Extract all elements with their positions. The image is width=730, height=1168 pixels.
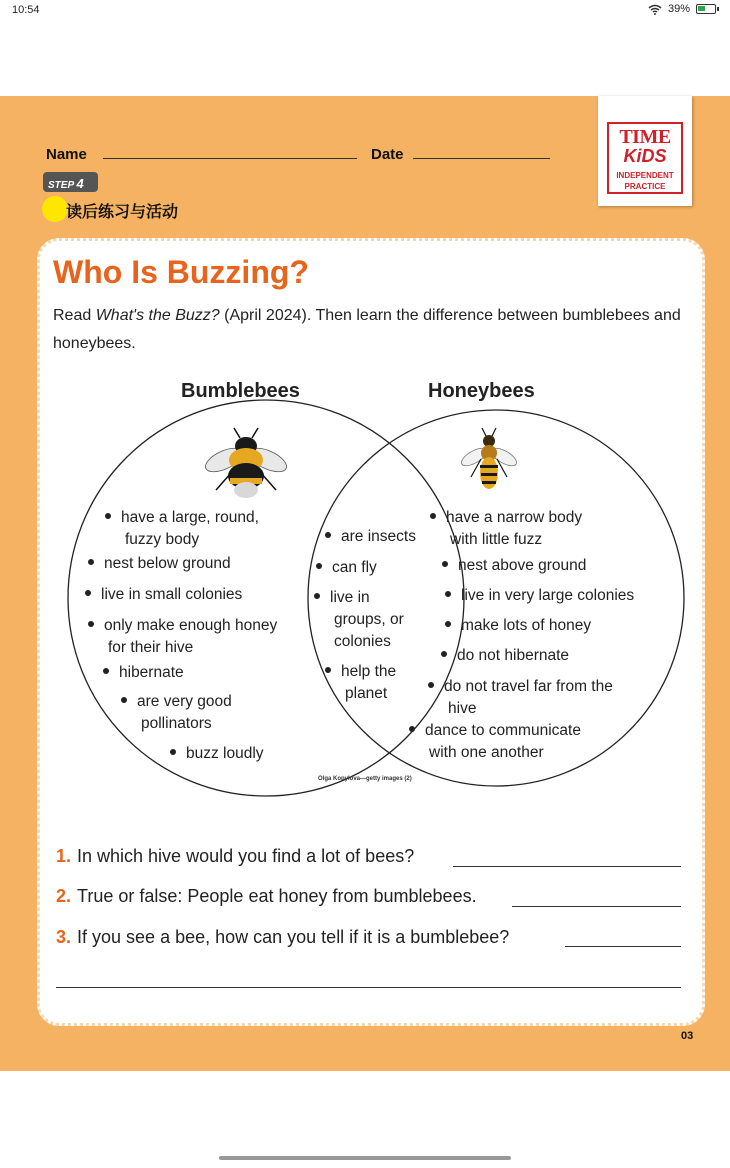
question-number: 2. (56, 886, 72, 906)
fact-line: for their hive (108, 639, 194, 656)
fact-line: fuzzy body (125, 531, 200, 548)
bullet-dot (88, 621, 94, 627)
bullet-dot (85, 590, 91, 596)
fact-line: with one another (429, 744, 544, 761)
fact-line: help the (341, 663, 397, 680)
answer-line-2[interactable] (512, 906, 681, 907)
honeybee-fact (430, 507, 582, 551)
fact-line: dance to communicate (425, 722, 581, 739)
question-3 (56, 927, 509, 948)
shared-fact (316, 557, 377, 579)
page-title: Who Is Buzzing? (53, 254, 309, 290)
fact-line: have a narrow body (446, 509, 583, 526)
fact-line: planet (345, 685, 388, 702)
page-number: 03 (681, 1030, 694, 1042)
bumblebee-fact (103, 662, 184, 684)
fact-line: can fly (332, 559, 377, 576)
fact-line: buzz loudly (186, 745, 264, 762)
bullet-dot (316, 563, 322, 569)
answer-line-1[interactable] (453, 866, 681, 867)
question-number: 1. (56, 846, 72, 866)
fact-line: with little fuzz (450, 531, 543, 548)
fact-line: make lots of honey (461, 617, 592, 634)
honeybee-fact (428, 676, 613, 720)
bumblebee-fact (85, 584, 242, 606)
logo-time: TIME (619, 126, 671, 148)
bullet-dot (105, 513, 111, 519)
bullet-dot (170, 749, 176, 755)
bumblebees-heading: Bumblebees (181, 380, 300, 402)
home-indicator[interactable] (219, 1156, 511, 1160)
intro-prefix: Read (53, 307, 96, 324)
fact-line: are very good (137, 693, 232, 710)
bumblebee-fact (88, 553, 231, 575)
honeybee-fact (441, 645, 569, 667)
fact-line: pollinators (141, 715, 212, 732)
fact-line: have a large, round, (121, 509, 259, 526)
honeybee-fact (409, 720, 581, 764)
bullet-dot (445, 621, 451, 627)
question-number: 3. (56, 927, 72, 947)
bullet-dot (103, 668, 109, 674)
fact-line: colonies (334, 633, 391, 650)
step-label: STEP (48, 180, 74, 191)
bumblebee-icon (202, 428, 290, 498)
bumblebee-fact (170, 743, 264, 765)
battery-percent: 39% (667, 3, 690, 15)
fact-line: nest above ground (458, 557, 587, 574)
fact-line: hive (448, 700, 477, 717)
fact-line: do not travel far from the (444, 678, 613, 695)
shared-fact (314, 587, 404, 653)
shared-fact (325, 661, 396, 705)
question-1 (56, 846, 414, 867)
bullet-dot (409, 726, 415, 732)
shared-fact (325, 526, 416, 548)
question-text: True or false: People eat honey from bumblebees. (77, 886, 477, 906)
honeybee-icon (459, 428, 519, 489)
intro-suffix: (April 2024). Then learn the difference between bumblebees and honeybees. (53, 307, 681, 352)
fact-line: only make enough honey (104, 617, 278, 634)
intro-article: What's the Buzz? (95, 307, 220, 324)
fact-line: are insects (341, 528, 416, 545)
question-text: If you see a bee, how can you tell if it is a bumblebee? (77, 927, 510, 947)
honeybee-fact (445, 585, 634, 607)
bullet-dot (88, 559, 94, 565)
bullet-dot (441, 651, 447, 657)
bumblebee-fact (88, 615, 277, 659)
question-text: In which hive would you find a lot of bees? (77, 846, 415, 866)
bullet-dot (314, 593, 320, 599)
fact-line: do not hibernate (457, 647, 570, 664)
name-label: Name (46, 146, 87, 163)
fact-line: live in very large colonies (461, 587, 635, 604)
bullet-dot (325, 667, 331, 673)
bullet-dot (121, 697, 127, 703)
bullet-dot (325, 532, 331, 538)
date-label: Date (371, 146, 404, 163)
bullet-dot (445, 591, 451, 597)
bumblebee-fact (121, 691, 232, 735)
fact-line: nest below ground (104, 555, 231, 572)
logo-practice: INDEPENDENT PRACTICE (616, 171, 674, 191)
fact-line: hibernate (119, 664, 184, 681)
status-time: 10:54 (12, 4, 40, 16)
bullet-dot (430, 513, 436, 519)
question-2 (56, 886, 477, 907)
section-title-cn: 读后练习与活动 (66, 204, 179, 221)
bullet-dot (442, 561, 448, 567)
honeybee-fact (445, 615, 591, 637)
fact-line: live in small colonies (101, 586, 243, 603)
fact-line: groups, or (334, 611, 404, 628)
honeybees-heading: Honeybees (428, 380, 535, 402)
logo-kids: KiDS (623, 146, 667, 166)
answer-line-3[interactable] (565, 946, 681, 947)
fact-line: live in (330, 589, 370, 606)
bullet-dot (428, 682, 434, 688)
answer-line-3b[interactable] (56, 987, 681, 988)
bumblebee-fact (105, 507, 259, 551)
honeybee-fact (442, 555, 586, 577)
step-number: 4 (76, 176, 84, 191)
photo-credit: Olga Kopylova—getty images (2) (318, 776, 412, 782)
